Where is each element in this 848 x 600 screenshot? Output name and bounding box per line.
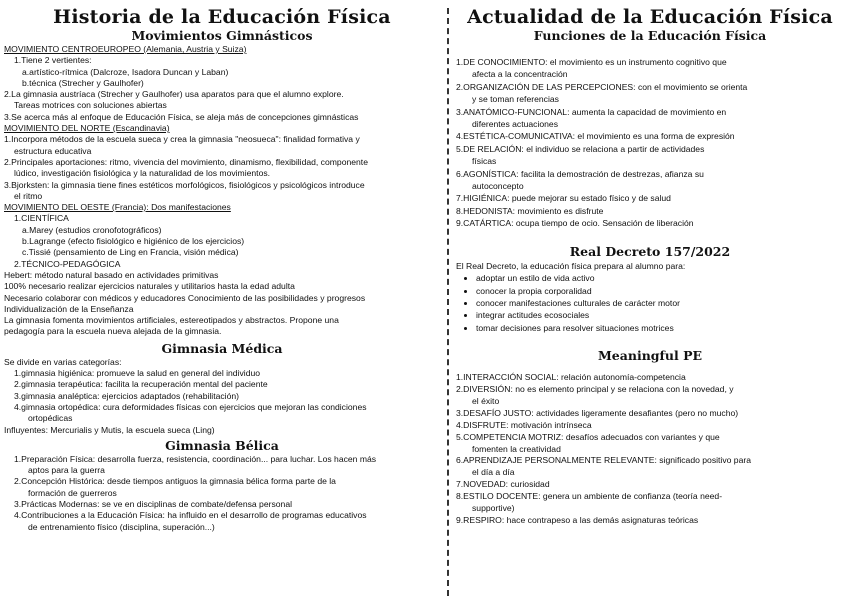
right-title: Actualidad de la Educación Física [467,6,833,28]
funciones-subtitle: Funciones de la Educación Física [533,28,767,43]
funcion-line: 6.AGONÍSTICA: facilita la demostración de destrezas, afianza su [456,168,704,179]
mpe-line: el éxito [472,395,500,406]
mpe-line: 9.RESPIRO: hace contrapeso a las demás asignaturas teóricas [456,515,699,525]
movimientos-line: c.Tissié (pensamiento de Ling en Francia, visión médica) [22,247,239,258]
decreto-item: • adoptar un estilo de vida activo [476,272,844,284]
column-divider [447,8,449,596]
medica-line: 1.gimnasia higiénica: promueve la salud en general del individuo [14,368,261,379]
belica-title: Gimnasia Bélica [165,437,279,453]
mpe-line: 4.DISFRUTE: motivación intrínseca [456,419,592,430]
decreto-section [456,260,844,334]
movimientos-line: 3.Se acerca más al enfoque de Educación Física, se aleja más de concepciones gimnásticas [4,111,359,122]
left-title: Historia de la Educación Física [53,6,391,28]
movimientos-line: 1.Tiene 2 vertientes: [14,55,92,66]
movimientos-line: 1.Incorpora métodos de la escuela sueca y crea la gimnasia "neosueca": finalidad formativa y [4,134,360,145]
movimientos-line: 2.TÉCNICO-PEDAGÓGICA [14,258,121,269]
medica-title: Gimnasia Médica [161,340,283,356]
mpe-line: 5.COMPETENCIA MOTRIZ: desafíos adecuados con variantes y que [456,431,720,442]
funcion-line: afecta a la concentración [472,69,568,80]
belica-section [4,454,440,533]
right-column [456,0,844,527]
decreto-list [456,272,844,334]
decreto-title: Real Decreto 157/2022 [569,243,731,259]
movimientos-line: MOVIMIENTO CENTROEUROPEO (Alemania, Austria y Suiza) [4,44,247,54]
movimientos-line: Individualización de la Enseñanza [4,303,134,314]
movimientos-line: b.técnica (Strecher y Gaulhofer) [22,77,144,88]
movimientos-line: 1.CIENTÍFICA [14,213,69,224]
decreto-item: • integrar actitudes ecosociales [476,309,844,321]
belica-line: 2.Concepción Histórica: desde tiempos antiguos la gimnasia bélica forma parte de la [14,476,336,487]
movimientos-line: a.Marey (estudios cronofotográficos) [22,224,162,235]
medica-line: 2.gimnasia terapéutica: facilita la recuperación mental del paciente [14,379,268,390]
funcion-line: y se toman referencias [472,94,559,105]
movimientos-line: pedagogía para la escuela nueva alejada de la gimnasia. [4,326,222,337]
belica-line: aptos para la guerra [28,465,105,476]
belica-line: 1.Preparación Física: desarrolla fuerza, resistencia, coordinación... para luchar. Los hacen más [14,453,377,464]
movimientos-line: Tareas motrices con soluciones abiertas [14,100,167,111]
movimientos-line: 3.Bjorksten: la gimnasia tiene fines estéticos morfológicos, fisiológicos y psicológicos introduce [4,179,365,190]
belica-line: de entrenamiento físico (disciplina, superación...) [28,521,215,532]
movimientos-line: lúdico, investigación fisiológica y la naturalidad de los movimientos. [14,168,271,179]
funcion-line: 8.HEDONISTA: movimiento es disfrute [456,205,604,216]
medica-line: 3.gimnasia analéptica: ejercicios adaptados (rehabilitación) [14,390,239,401]
movimientos-line: 2.La gimnasia austríaca (Strecher y Gaulhofer) usa aparatos para que el alumno explore. [4,89,344,100]
movimientos-line: b.Lagrange (efecto fisiológico e higiénico de los ejercicios) [22,236,245,247]
mpe-line: 8.ESTILO DOCENTE: genera un ambiente de confianza (teoría need- [456,491,723,502]
mpe-line: fomenten la creatividad [472,443,561,454]
funcion-line: 1.DE CONOCIMIENTO: el movimiento es un instrumento cognitivo que [456,57,727,67]
funcion-line: autoconcepto [472,181,524,192]
medica-line: 4.gimnasia ortopédica: cura deformidades físicas con ejercicios que mejoran las condiciones [14,401,367,412]
funcion-line: 9.CATÁRTICA: ocupa tiempo de ocio. Sensación de liberación [456,218,694,229]
movimientos-line: a.artístico-rítmica (Dalcroze, Isadora Duncan y Laban) [22,66,229,77]
funcion-line: 2.ORGANIZACIÓN DE LAS PERCEPCIONES: con el movimiento se orienta [456,81,748,92]
movimientos-line: La gimnasia fomenta movimientos artificiales, estereotipados y abstractos. Propone una [4,315,339,326]
movimientos-subtitle: Movimientos Gimnásticos [131,28,313,43]
decreto-intro: El Real Decreto, la educación física prepara al alumno para: [456,260,686,271]
movimientos-line: el ritmo [14,190,43,201]
medica-line: ortopédicas [28,413,73,424]
mpe-line: 7.NOVEDAD: curiosidad [456,479,550,490]
mpe-line: 3.DESAFÍO JUSTO: actividades ligeramente desafiantes (pero no mucho) [456,407,739,418]
mpe-line: el día a día [472,467,515,478]
funcion-line: 4.ESTÉTICA-COMUNICATIVA: el movimiento es una forma de expresión [456,131,735,142]
funciones-section [456,56,844,230]
mpe-line: supportive) [472,503,515,514]
belica-line: formación de guerreros [28,487,117,498]
decreto-item: • tomar decisiones para resolver situaciones motrices [476,322,844,334]
movimientos-line: MOVIMIENTO DEL OESTE (Francia): Dos manifestaciones [4,202,231,213]
movimientos-section [4,44,440,338]
medica-line: Influyentes: Mercurialis y Mutis, la escuela sueca (Ling) [4,424,215,435]
funcion-line: físicas [472,156,497,167]
movimientos-line: 2.Principales aportaciones: ritmo, vivencia del movimiento, dinamismo, flexibilidad, componente [4,156,368,167]
decreto-item: • conocer manifestaciones culturales de carácter motor [476,297,844,309]
movimientos-line: 100% necesario realizar ejercicios naturales y utilitarios hasta la edad adulta [4,281,295,292]
funcion-line: 3.ANATÓMICO-FUNCIONAL: aumenta la capacidad de movimiento en [456,106,727,117]
decreto-item: • conocer la propia corporalidad [476,285,844,297]
mpe-line: 1.INTERACCIÓN SOCIAL: relación autonomía-competencia [456,372,686,383]
funcion-line: diferentes actuaciones [472,119,558,130]
medica-line: Se divide en varias categorías: [4,356,122,367]
movimientos-line: MOVIMIENTO DEL NORTE (Escandinavia) [4,123,170,134]
movimientos-line: Necesario colaborar con médicos y educadores Conocimiento de las posibilidades y progresos [4,292,366,303]
funcion-line: 7.HIGIÉNICA: puede mejorar su estado físico y de salud [456,193,671,204]
funcion-line: 5.DE RELACIÓN: el individuo se relaciona a partir de actividades [456,143,705,154]
belica-line: 4.Contribuciones a la Educación Física: ha influido en el desarrollo de programas educativos [14,510,367,521]
mpe-line: 6.APRENDIZAJE PERSONALMENTE RELEVANTE: significado positivo para [456,455,751,466]
medica-section [4,357,440,436]
mpe-section [456,372,844,527]
belica-line: 3.Prácticas Modernas: se ve en disciplinas de combate/defensa personal [14,498,293,509]
movimientos-line: Hebert: método natural basado en actividades primitivas [4,269,219,280]
left-column [4,0,440,533]
movimientos-line: estructura educativa [14,145,92,156]
mpe-line: 2.DIVERSIÓN: no es elemento principal y se relaciona con la novedad, y [456,384,734,395]
mpe-title: Meaningful PE [597,348,703,364]
